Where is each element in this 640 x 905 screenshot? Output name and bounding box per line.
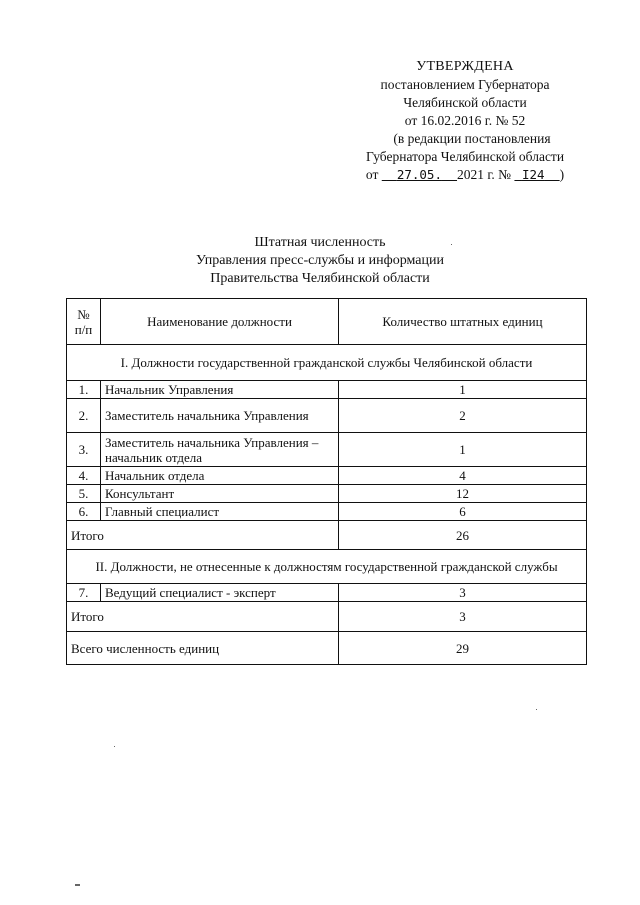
row-num: 6. bbox=[67, 503, 101, 521]
year-text: 2021 г. bbox=[457, 167, 495, 182]
section-2-row bbox=[67, 550, 587, 584]
closing-paren: ) bbox=[559, 167, 565, 182]
row-count: 2 bbox=[339, 399, 587, 433]
approval-line-2: Челябинской области bbox=[403, 95, 527, 110]
row-name: Начальник отдела bbox=[101, 467, 339, 485]
row-name: Консультант bbox=[101, 485, 339, 503]
row-count: 1 bbox=[339, 433, 587, 467]
row-count: 12 bbox=[339, 485, 587, 503]
row-name: Заместитель начальника Управления bbox=[101, 399, 339, 433]
section-1-row bbox=[67, 345, 587, 381]
header-count: Количество штатных единиц bbox=[339, 299, 587, 345]
approval-block bbox=[340, 58, 590, 184]
date-prefix: от bbox=[365, 167, 379, 182]
table-row bbox=[67, 503, 587, 521]
row-name: Заместитель начальника Управления – начальник отдела bbox=[101, 433, 339, 467]
approval-date-line bbox=[340, 166, 590, 184]
row-num: 1. bbox=[67, 381, 101, 399]
row-count: 4 bbox=[339, 467, 587, 485]
document-title bbox=[0, 234, 640, 288]
table-row bbox=[67, 433, 587, 467]
title-line-3: Правительства Челябинской области bbox=[210, 271, 430, 286]
table-row bbox=[67, 399, 587, 433]
table-header-row bbox=[67, 299, 587, 345]
title-line-1: Штатная численность bbox=[254, 235, 386, 250]
approval-line-5: Губернатора Челябинской области bbox=[365, 149, 565, 164]
subtotal-label: Итого bbox=[67, 521, 339, 550]
row-num: 3. bbox=[67, 433, 101, 467]
row-name: Начальник Управления bbox=[101, 381, 339, 399]
scan-speck bbox=[114, 746, 115, 747]
approval-heading: УТВЕРЖДЕНА bbox=[416, 59, 514, 74]
header-name: Наименование должности bbox=[101, 299, 339, 345]
scan-speck bbox=[451, 244, 452, 245]
scan-speck bbox=[75, 884, 80, 886]
staff-table bbox=[66, 298, 587, 665]
approval-line-3: от 16.02.2016 г. № 52 bbox=[404, 113, 526, 128]
header-num: № п/п bbox=[67, 299, 101, 345]
scan-speck bbox=[536, 709, 537, 710]
date-filled: 27.05. bbox=[396, 167, 442, 182]
table-row bbox=[67, 584, 587, 602]
approval-line-1: постановлением Губернатора bbox=[380, 77, 550, 92]
table-row bbox=[67, 467, 587, 485]
subtotal-value: 26 bbox=[339, 521, 587, 550]
title-line-2: Управления пресс-службы и информации bbox=[196, 253, 444, 268]
section-1-title: I. Должности государственной гражданской службы Челябинской области bbox=[67, 345, 587, 381]
grand-total-value: 29 bbox=[339, 632, 587, 665]
row-num: 2. bbox=[67, 399, 101, 433]
subtotal-value: 3 bbox=[339, 602, 587, 632]
subtotal-row-2 bbox=[67, 602, 587, 632]
section-2-title: II. Должности, не отнесенные к должностям государственной гражданской службы bbox=[67, 550, 587, 584]
row-count: 3 bbox=[339, 584, 587, 602]
row-num: 5. bbox=[67, 485, 101, 503]
table-row bbox=[67, 381, 587, 399]
grand-total-label: Всего численность единиц bbox=[67, 632, 339, 665]
subtotal-label: Итого bbox=[67, 602, 339, 632]
row-num: 7. bbox=[67, 584, 101, 602]
number-filled: I24 bbox=[521, 167, 545, 182]
subtotal-row-1 bbox=[67, 521, 587, 550]
grand-total-row bbox=[67, 632, 587, 665]
row-count: 6 bbox=[339, 503, 587, 521]
row-name: Ведущий специалист - эксперт bbox=[101, 584, 339, 602]
table-row bbox=[67, 485, 587, 503]
row-count: 1 bbox=[339, 381, 587, 399]
row-name: Главный специалист bbox=[101, 503, 339, 521]
approval-line-4: (в редакции постановления bbox=[393, 131, 551, 146]
row-num: 4. bbox=[67, 467, 101, 485]
number-prefix: № bbox=[498, 167, 512, 182]
